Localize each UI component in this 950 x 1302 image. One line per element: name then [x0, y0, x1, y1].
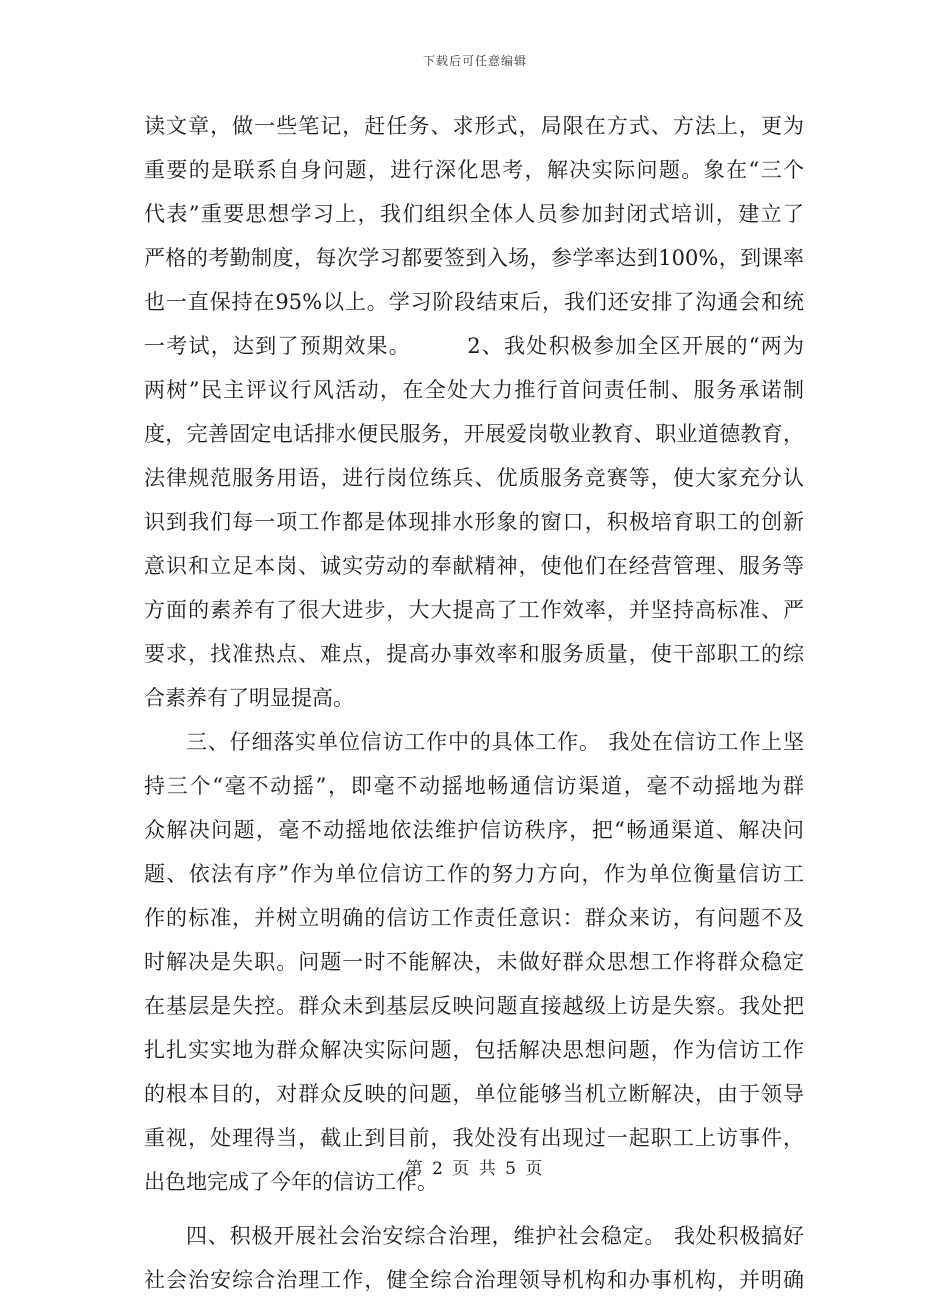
text-line: 也一直保持在95%以上。学习阶段结束后，我们还安排了沟通会和统	[144, 290, 804, 314]
text-line: 的根本目的，对群众反映的问题，单位能够当机立断解决，由于领导	[144, 1082, 804, 1106]
document-body	[144, 104, 804, 1302]
text-line: 两树”民主评议行风活动，在全处大力推行首问责任制、服务承诺制	[144, 378, 804, 402]
text-line: 四、积极开展社会治安综合治理，维护社会稳定。 我处积极搞好	[186, 1224, 804, 1248]
text-line: 持三个“毫不动摇”，即毫不动摇地畅通信访渠道，毫不动摇地为群	[144, 774, 804, 798]
paragraph-2	[144, 720, 804, 1204]
text-line: 重要的是联系自身问题，进行深化思考，解决实际问题。象在“三个	[144, 158, 804, 182]
text-line: 合素养有了明显提高。	[144, 686, 354, 710]
text-line: 作的标准，并树立明确的信访工作责任意识：群众来访，有问题不及	[144, 906, 804, 930]
text-line: 方面的素养有了很大进步，大大提高了工作效率，并坚持高标准、严	[144, 598, 804, 622]
text-line: 题、依法有序”作为单位信访工作的努力方向，作为单位衡量信访工	[144, 862, 804, 886]
text-line: 重视，处理得当，截止到目前，我处没有出现过一起职工上访事件，	[144, 1126, 804, 1150]
page-header: 下载后可任意编辑	[422, 54, 527, 68]
text-line: 社会治安综合治理工作，健全综合治理领导机构和办事机构，并明确	[144, 1268, 804, 1292]
text-line: 扎扎实实地为群众解决实际问题，包括解决思想问题，作为信访工作	[144, 1038, 804, 1062]
text-line: 读文章，做一些笔记，赶任务、求形式，局限在方式、方法上，更为	[144, 114, 804, 138]
paragraph-1	[144, 104, 804, 720]
text-line: 出色地完成了今年的信访工作。	[144, 1170, 438, 1194]
text-line: 度，完善固定电话排水便民服务，开展爱岗敬业教育、职业道德教育，	[144, 422, 804, 446]
text-line: 代表”重要思想学习上，我们组织全体人员参加封闭式培训，建立了	[144, 202, 804, 226]
text-line: 众解决问题，毫不动摇地依法维护信访秩序，把“畅通渠道、解决问	[144, 818, 804, 842]
text-line: 在基层是失控。群众未到基层反映问题直接越级上访是失察。我处把	[144, 994, 804, 1018]
text-line: 法律规范服务用语，进行岗位练兵、优质服务竞赛等，使大家充分认	[144, 466, 804, 490]
text-line: 时解决是失职。问题一时不能解决，未做好群众思想工作将群众稳定	[144, 950, 804, 974]
text-line: 意识和立足本岗、诚实劳动的奉献精神，使他们在经营管理、服务等	[144, 554, 804, 578]
page-number-footer: 第 2 页 共 5 页	[405, 1159, 545, 1179]
paragraph-spacer	[144, 1204, 804, 1214]
text-line: 识到我们每一项工作都是体现排水形象的窗口，积极培育职工的创新	[144, 510, 804, 534]
text-line: 三、仔细落实单位信访工作中的具体工作。 我处在信访工作上坚	[186, 730, 804, 754]
text-line: 严格的考勤制度，每次学习都要签到入场，参学率达到100%，到课率	[144, 246, 804, 270]
text-line: 一考试，达到了预期效果。 2、我处积极参加全区开展的“两为	[144, 334, 804, 358]
paragraph-3	[144, 1214, 804, 1302]
text-line: 要求，找准热点、难点，提高办事效率和服务质量，使干部职工的综	[144, 642, 804, 666]
